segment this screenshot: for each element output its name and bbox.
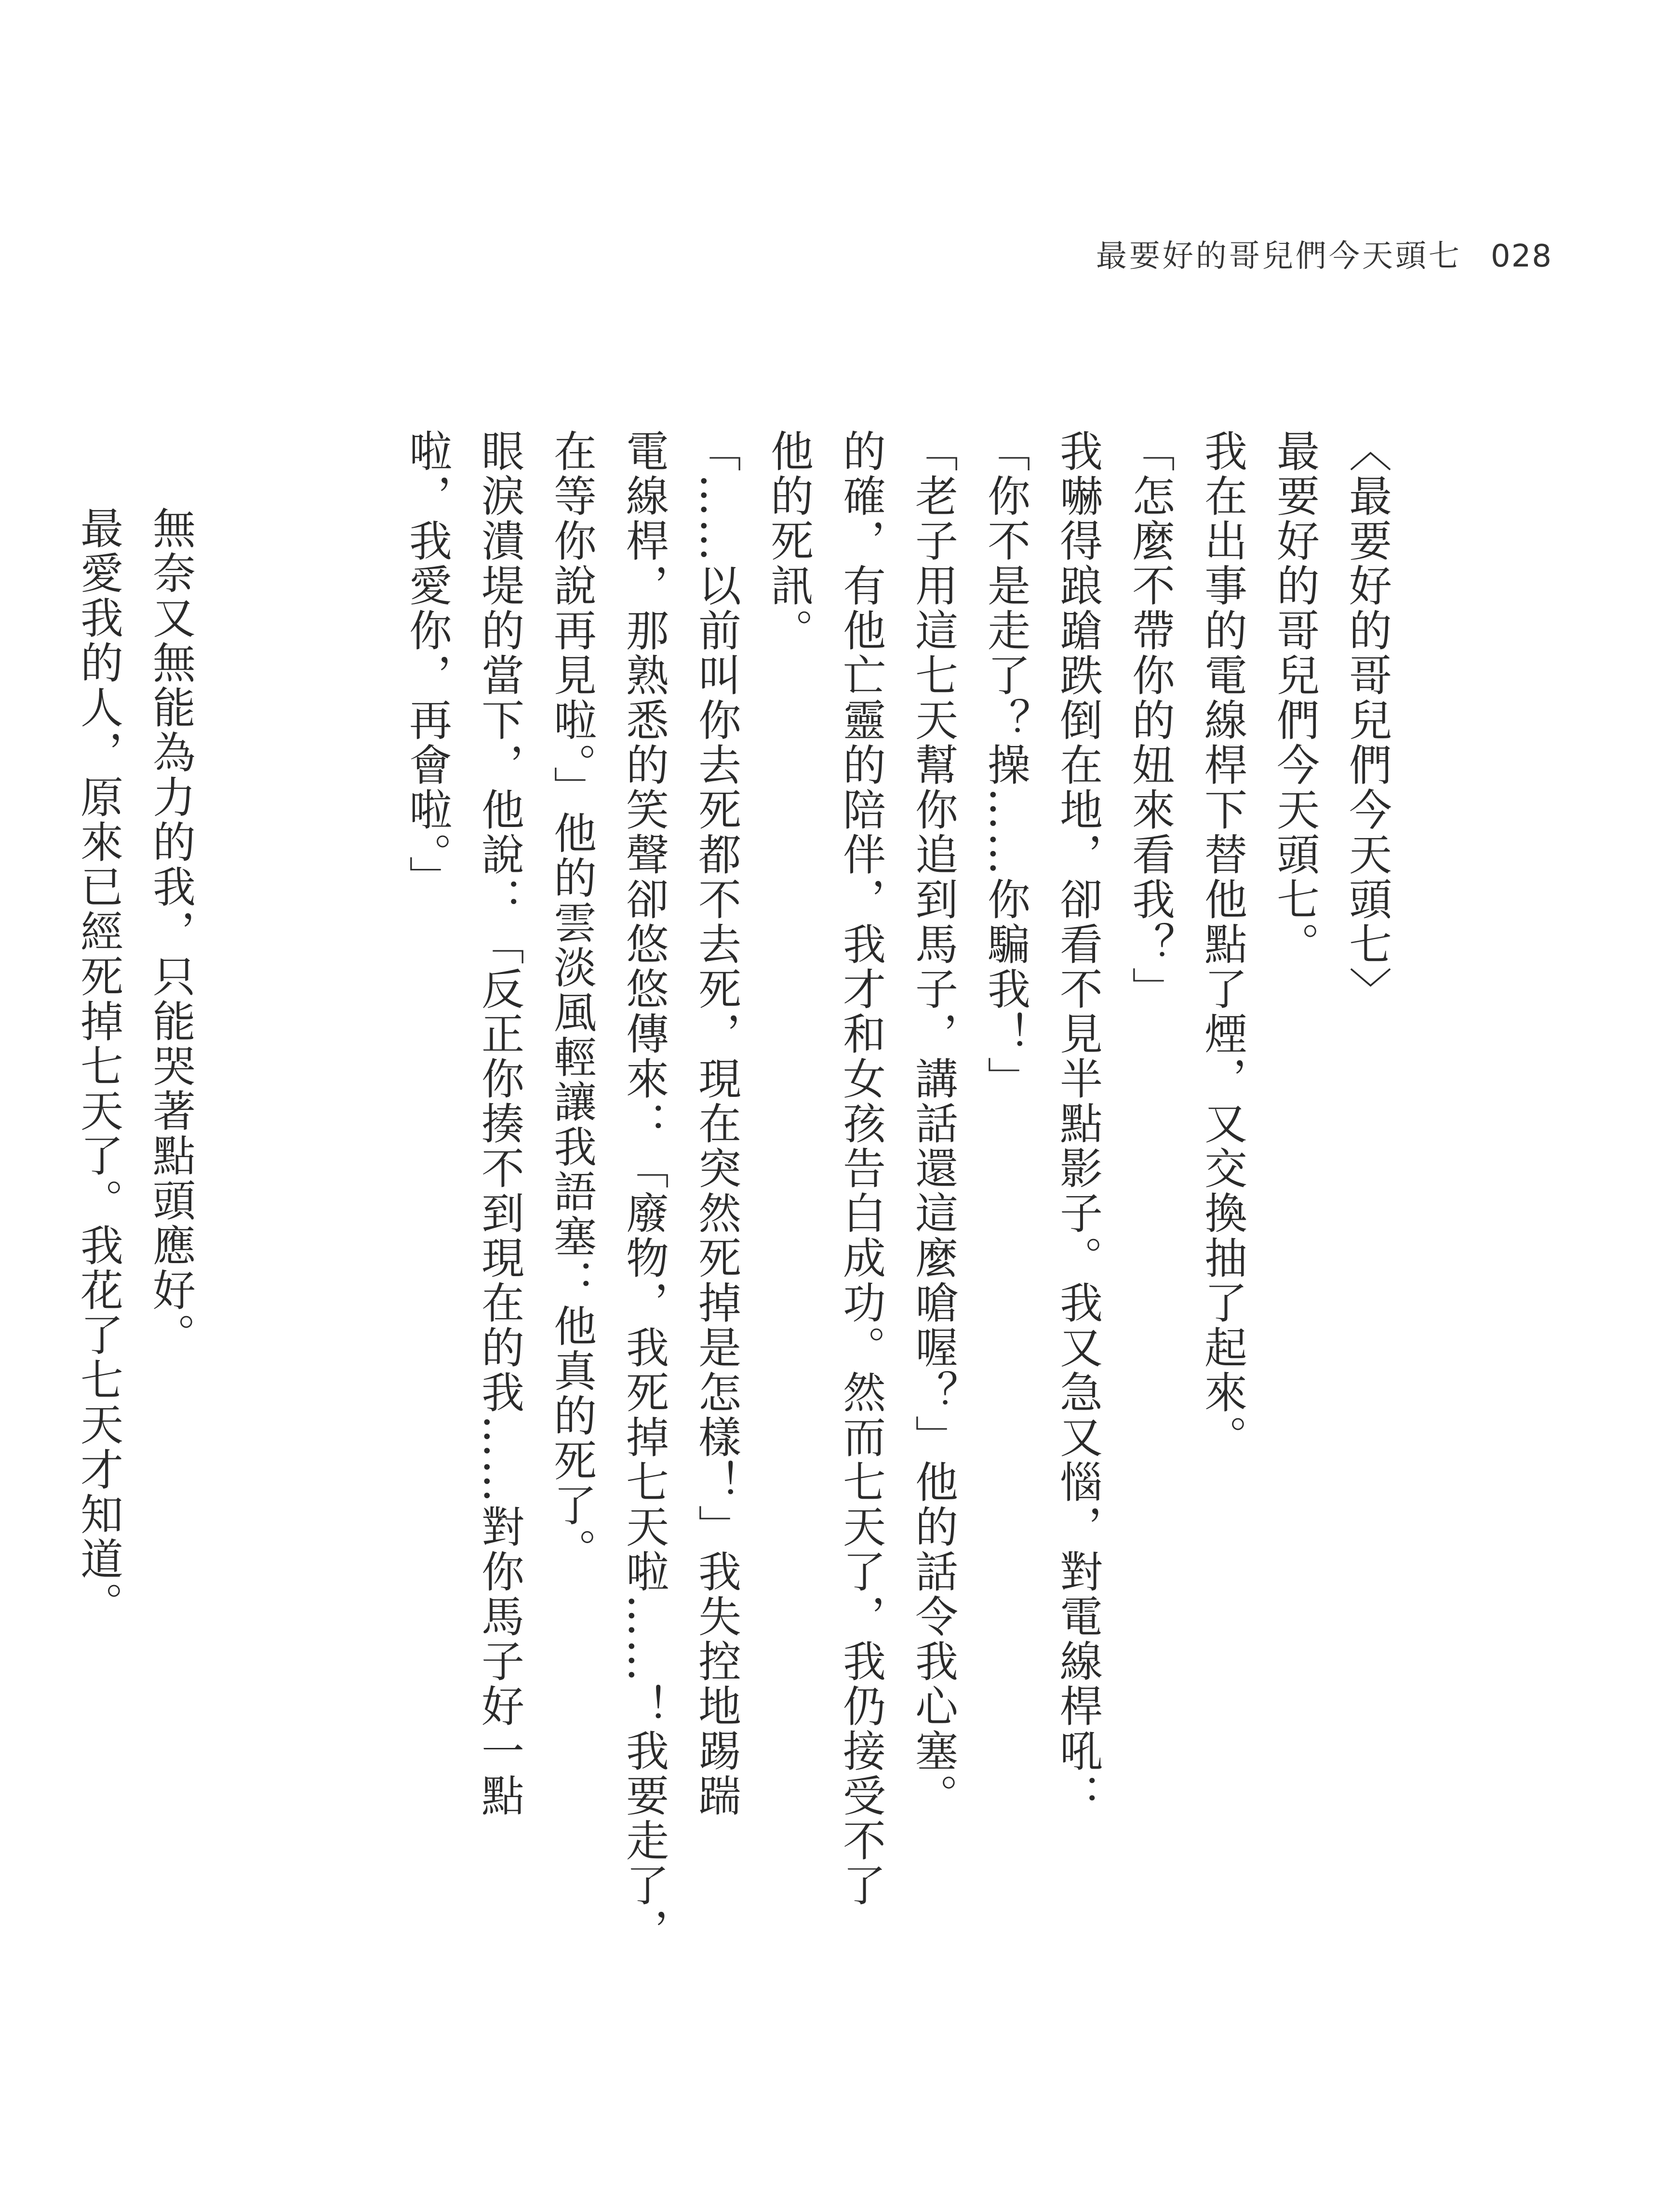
text-line: 啦，我愛你，再會啦。」 bbox=[402, 429, 453, 901]
text-line: 他的死訊。 bbox=[764, 429, 814, 653]
text-line: 最要好的哥兒們今天頭七。 bbox=[1270, 429, 1320, 967]
text-line: 無奈又無能為力的我，只能哭著點頭應好。 bbox=[146, 506, 196, 1358]
text-line: 最愛我的人，原來已經死掉七天了。我花了七天才知道。 bbox=[74, 506, 124, 1626]
book-title: 最要好的哥兒們今天頭七 bbox=[1096, 239, 1462, 274]
running-header bbox=[1096, 241, 1552, 272]
text-line: 眼淚潰堤的當下，他說：「反正你揍不到現在的我……對你馬子好一點 bbox=[475, 429, 525, 1818]
text-line: 的確，有他亡靈的陪伴，我才和女孩告白成功。然而七天了，我仍接受不了 bbox=[836, 429, 886, 1908]
text-line: 「……以前叫你去死都不去死，現在突然死掉是怎樣！」我失控地踢踹 bbox=[692, 429, 742, 1818]
text-line: 「怎麼不帶你的妞來看我？」 bbox=[1125, 429, 1176, 1012]
story-text bbox=[391, 429, 1404, 1953]
text-line: 電線桿，那熟悉的笑聲卻悠悠傳來：「廢物，我死掉七天啦……！我要走了， bbox=[619, 429, 669, 1953]
story-title-line: 〈最要好的哥兒們今天頭七〉 bbox=[1342, 429, 1392, 1012]
closing-text bbox=[63, 506, 207, 1783]
text-line: 我在出事的電線桿下替他點了煙，又交換抽了起來。 bbox=[1198, 429, 1248, 1460]
text-line: 「老子用這七天幫你追到馬子，講話還這麼嗆喔？」他的話令我心塞。 bbox=[909, 429, 959, 1818]
text-line: 在等你說再見啦。」他的雲淡風輕讓我語塞：他真的死了。 bbox=[547, 429, 597, 1573]
text-line: 我嚇得踉蹌跌倒在地，卻看不見半點影子。我又急又惱，對電線桿吼： bbox=[1053, 429, 1103, 1818]
text-line: 「你不是走了？操……你騙我！」 bbox=[981, 429, 1031, 1101]
page-number: 028 bbox=[1490, 239, 1552, 274]
